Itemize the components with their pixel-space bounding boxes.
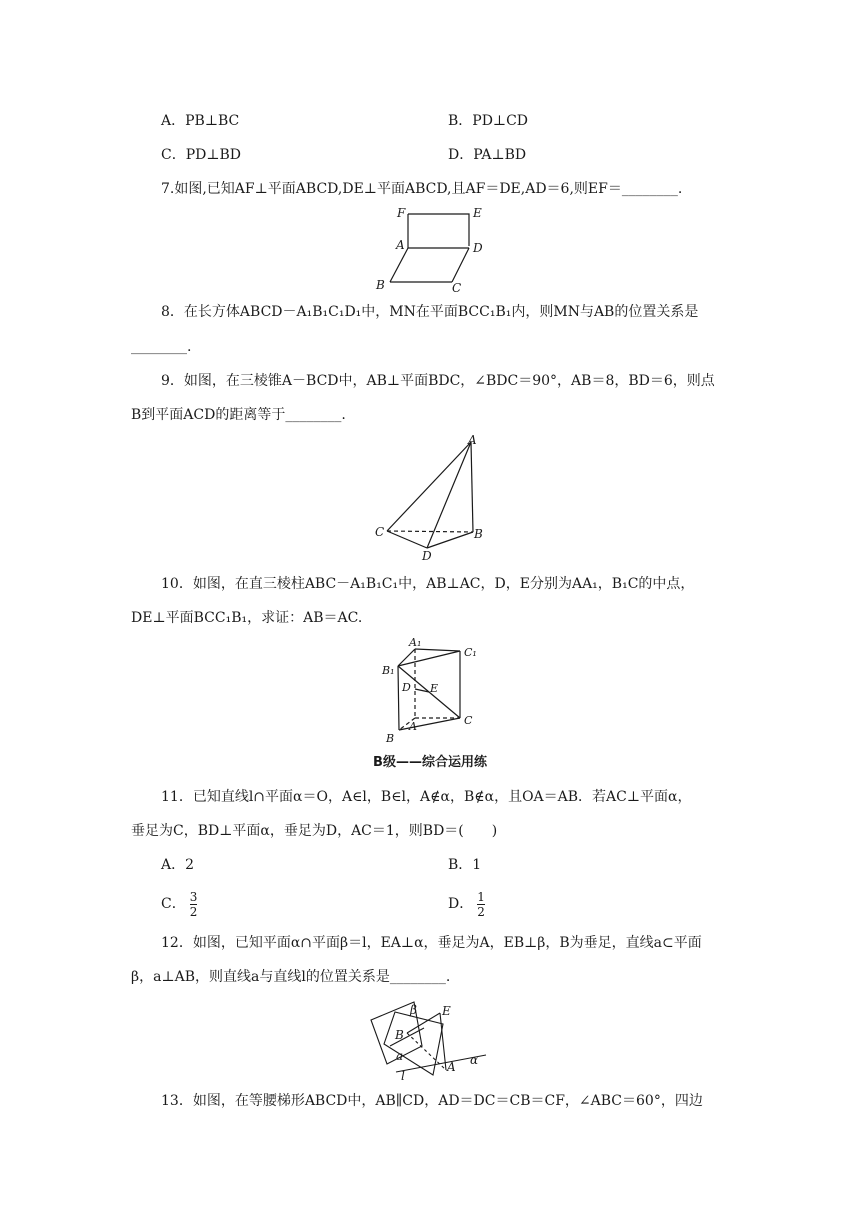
question-10-line1: 10．如图，在直三棱柱ABC－A₁B₁C₁中，AB⊥AC，D，E分别为AA₁，B₁C的中点， xyxy=(161,576,695,592)
numerator: 3 xyxy=(189,889,198,904)
option-c xyxy=(161,888,197,920)
label-f: F xyxy=(397,206,406,220)
label-a: A xyxy=(396,238,405,252)
question-8-line1: 8．在长方体ABCD－A₁B₁C₁D₁中，MN在平面BCC₁B₁内，则MN与AB的位置关系是 xyxy=(161,304,699,320)
label-a1: A₁ xyxy=(409,636,422,649)
question-11-line2: 垂足为C，BD⊥平面α，垂足为D，AC＝1，则BD＝( ) xyxy=(131,823,498,839)
option-a: A．2 xyxy=(161,857,195,873)
question-13-line1: 13．如图，在等腰梯形ABCD中，AB∥CD，AD＝DC＝CB＝CF，∠ABC＝60°，四边 xyxy=(161,1093,703,1109)
label-b: B xyxy=(474,527,483,541)
label-c1: C₁ xyxy=(464,646,477,659)
option-c-label: C． xyxy=(161,896,186,912)
option-d xyxy=(448,888,485,920)
fraction xyxy=(190,890,198,919)
question-12-line2: β，a⊥AB，则直线a与直线l的位置关系是________. xyxy=(131,969,451,985)
question-7-figure xyxy=(370,204,490,294)
label-b1: B₁ xyxy=(382,664,395,677)
question-10-line2: DE⊥平面BCC₁B₁，求证：AB＝AC. xyxy=(131,610,363,626)
label-b: B xyxy=(386,732,395,745)
option-d-label: D． xyxy=(448,896,474,912)
label-d: D xyxy=(402,681,411,694)
denominator: 2 xyxy=(477,904,485,919)
label-e: E xyxy=(430,682,439,695)
label-e: E xyxy=(473,206,482,220)
label-c: C xyxy=(452,281,462,295)
label-l: l xyxy=(401,1069,405,1083)
label-b: B xyxy=(376,278,385,292)
question-8-line2: ________. xyxy=(131,339,192,355)
label-d: D xyxy=(422,549,432,563)
label-e: E xyxy=(442,1004,451,1018)
question-9-figure xyxy=(372,432,492,562)
label-a: A xyxy=(468,433,477,447)
option-b: B．1 xyxy=(448,857,482,873)
option-a: A．PB⊥BC xyxy=(161,113,240,129)
question-12-figure xyxy=(366,998,496,1082)
label-d: D xyxy=(473,241,483,255)
label-a-line: a xyxy=(396,1049,404,1063)
question-9-line2: B到平面ACD的距离等于________. xyxy=(131,407,346,423)
option-d: D．PA⊥BD xyxy=(448,147,527,163)
question-9-line1: 9．如图，在三棱锥A－BCD中，AB⊥平面BDC，∠BDC＝90°，AB＝8，BD＝6，则点 xyxy=(161,373,715,389)
question-12-line1: 12．如图，已知平面α∩平面β＝l，EA⊥α，垂足为A，EB⊥β，B为垂足，直线a⊂平面 xyxy=(161,935,702,951)
label-beta: β xyxy=(410,1003,417,1017)
question-10-figure xyxy=(378,634,488,746)
label-a: A xyxy=(409,720,417,733)
label-c: C xyxy=(464,714,473,727)
numerator: 1 xyxy=(477,889,485,904)
question-7-text: 7.如图,已知AF⊥平面ABCD,DE⊥平面ABCD,且AF＝DE,AD＝6,则EF＝________. xyxy=(161,181,683,197)
section-heading: B级——综合运用练 xyxy=(373,755,487,770)
denominator: 2 xyxy=(189,904,198,919)
label-a: A xyxy=(447,1060,456,1074)
label-c: C xyxy=(375,525,385,539)
label-alpha: α xyxy=(470,1053,479,1067)
option-c: C．PD⊥BD xyxy=(161,147,242,163)
question-11-line1: 11．已知直线l∩平面α＝O，A∈l，B∈l，A∉α，B∉α，且OA＝AB．若AC⊥平面α， xyxy=(161,789,692,805)
option-b: B．PD⊥CD xyxy=(448,113,529,129)
label-b: B xyxy=(395,1028,404,1042)
fraction xyxy=(477,890,485,919)
